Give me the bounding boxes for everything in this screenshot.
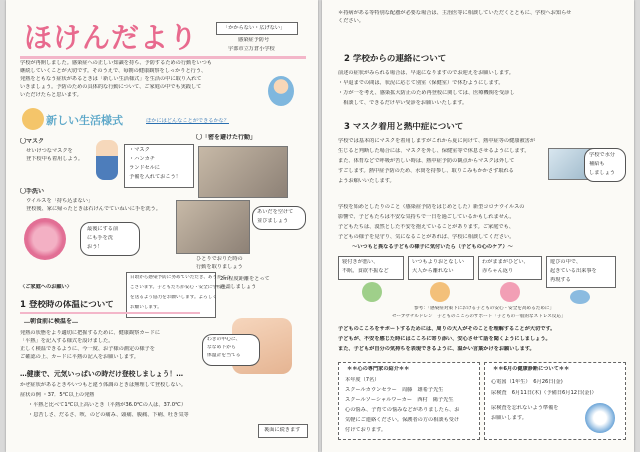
- carry-items-box: [124, 144, 194, 188]
- care-box-text: 寝付きが悪い、: [342, 259, 379, 265]
- reference-text: 参考：「感染症対策下における子どもの安心・安全を高めるために」: [414, 306, 555, 311]
- checkup-line: 心電図（1年生） 6月26日(金): [491, 379, 563, 385]
- home-request-line: お願いします。: [130, 305, 162, 310]
- bubble-text: あいだを空けて: [257, 209, 294, 215]
- right-page: [322, 0, 634, 452]
- counselor-line: 付けております。: [345, 427, 387, 433]
- intro-line: いただけたらと思います。: [20, 92, 82, 98]
- distance-heading: 〇「密を避けた行動」: [196, 134, 257, 141]
- section1-underline: [20, 312, 200, 314]
- water-bubble: [584, 148, 626, 182]
- counselor-box: [338, 362, 480, 440]
- thermometer-bubble: [202, 334, 260, 366]
- care-box-text: 起きている出来事を: [550, 268, 597, 274]
- health-text: ・平熱と比べて1℃以上高いとき（平熱が36.0℃の人は、37.0℃）: [28, 402, 187, 408]
- section3-text: すごします。熱中症予防のため、水筒を持参し、取りこみもかかさず取れる: [338, 168, 514, 174]
- bubble-text: しましょう: [589, 170, 615, 176]
- intro-line: 継続していくことが大切です。そのうえで、毎朝の健康観察をしっかりと行う、: [20, 68, 207, 74]
- reference-text: セーブザチルドレン 子どものこころのサポート「子どもの一般的なストレス反応」: [392, 314, 566, 319]
- care-text: 学校を始めとしたりのこと（感染症予防をはじめとした）新型コロナウイルスの: [338, 204, 525, 210]
- support-text: また、子どもが自分の気持ちを表現できるように、温かい言葉かけをお願いします。: [338, 346, 535, 352]
- title-tag: 「かからない・広げない」: [223, 25, 286, 31]
- checkup-line: お願いします。: [491, 415, 527, 421]
- section3-heading: 3 マスク着用と熱中症について: [344, 122, 464, 132]
- carry-item: 予備を入れておこう！: [129, 174, 181, 180]
- intro-line: いきましょう。予防のための具体的な行動について、ご家庭の中でも実践して: [20, 84, 202, 90]
- lineup-bubble: [252, 206, 306, 230]
- section2-text: ・万が一を考え、感染拡大防止のため再登校に関しては、医療機関を受診し: [338, 90, 515, 96]
- section3-text: また、体育などで呼吸が苦しい時は、熱中症予防の観点からマスクは外して: [338, 158, 515, 164]
- mask-text: 登下校中も着用しよう。: [26, 156, 84, 162]
- new-style-icon: [22, 108, 44, 130]
- morning-text: 「平熱」を記入する様式を設けました。: [20, 338, 114, 344]
- carry-item: ランドセルに: [129, 165, 160, 171]
- handwash-illustration: [24, 218, 66, 260]
- crowd-caption: 2m程度距離をとって: [220, 276, 270, 282]
- newsletter-title: ほけんだより: [24, 21, 199, 54]
- care-box-text: 赤ちゃん返り: [482, 268, 514, 274]
- bubble-text: 補給も: [589, 161, 605, 167]
- care-box-text: わがままがひどい、: [482, 259, 529, 265]
- child-icon: [570, 290, 590, 304]
- health-text: かぜ症状があるときやいつもと違う体調のときは無理して登校しない。: [20, 382, 187, 388]
- care-box-text: 不眠、食欲不振など: [342, 268, 389, 274]
- counselor-line: スクールソーシャルワーカー 西村 陽子先生: [345, 397, 454, 403]
- support-text: 子どもが、不安を感じた時にはこころに寄り添い、安心させて話を聞くようにしましょう。: [338, 336, 551, 342]
- bubble-text: 学校で水分: [589, 152, 615, 158]
- child-icon: [500, 282, 520, 302]
- school-name: 宇部市立万倉小学校: [228, 46, 275, 52]
- care-text: 子どもたちは、漠然とした不安を抱えていることがあります。ご家庭でも、: [338, 224, 514, 230]
- handwash-heading: 〇手洗い: [20, 188, 45, 195]
- health-heading: …健康で、元気いっぱいの時だけ登校しましょう！…: [20, 370, 183, 378]
- bubble-text: ななめ下から: [207, 345, 236, 350]
- morning-heading: …朝食前に検温を…: [24, 318, 79, 325]
- mask-child-illustration: [96, 140, 118, 180]
- mask-text: せいけつなマスクを: [26, 148, 73, 154]
- care-box: [408, 256, 474, 280]
- doctor-illustration: [585, 403, 615, 433]
- care-box-text: いつもよりおとなしい: [412, 259, 464, 265]
- care-box-text: 再現する: [550, 277, 571, 283]
- care-box-text: 遊びの中で、: [550, 259, 582, 265]
- home-request-line: 日頃から感染予防に努めていただき、ありがとう: [130, 275, 231, 280]
- health-text: ・息苦しさ、だるさ、咳、のどの痛み、頭痛、腹痛、下痢、吐き気等: [28, 412, 189, 418]
- counselor-line: 本年度（7名）: [345, 377, 380, 383]
- title-tag-box: [216, 22, 298, 35]
- handwash-text: 登校後、家に帰ったときは石けんでていねいに手を洗う。: [26, 206, 161, 212]
- classroom-photo: [176, 200, 250, 254]
- care-text: 影響で、子どもたちは不安な気持ちで一日を過ごしているかもしれません。: [338, 214, 515, 220]
- top-note: ＊持病がある等特別な配慮が必要な場合は、主治医等に相談していただくとともに、学校へお知らせ: [338, 10, 572, 16]
- hallway-photo: [198, 146, 288, 198]
- section3-text: 生じると判断した場合には、マスクを外し、保健室等で休息させるようにします。: [338, 148, 530, 154]
- crowd-caption: 過ごしましょう: [220, 284, 257, 290]
- bubble-text: にも手を洗: [87, 235, 113, 241]
- section2-text: 相談して、できるだけ早い受診をお願いいたします。: [338, 100, 468, 106]
- section3-text: ようお願いいたします。: [338, 178, 395, 184]
- morning-text: 発熱の状態をより適切に把握するために、健康観察カードに: [20, 330, 161, 336]
- counselor-line: 気軽にご連絡ください。保護者の方の相談も受け: [345, 417, 460, 423]
- counselor-title: ＊＊心の専門家の紹介＊＊: [347, 366, 410, 372]
- bubble-text: おう！: [87, 244, 103, 250]
- home-request-line: ございます。子どもたちが安心・安全に学校生活: [130, 285, 231, 290]
- home-request-label: 〈ご家庭へのお願い〉: [20, 284, 72, 290]
- handwash-text: ウイルスを「持ち込まない」: [26, 198, 94, 204]
- child-icon: [362, 282, 382, 302]
- top-note: ください。: [338, 18, 364, 24]
- morning-text: 正しく検温できるように、今一度、お子様の測定の様子を: [20, 346, 155, 352]
- mask-heading: 〇マスク: [20, 138, 45, 145]
- home-request-line: を送るよう協力をお願いします。よろしく: [130, 295, 217, 300]
- checkup-line: 尿検査 6月11日(木)（予備日6月12日(金)）: [491, 390, 597, 396]
- bubble-text: 並びましょう: [257, 218, 289, 224]
- lineup-caption: 行動を取りましょう: [196, 264, 243, 270]
- checkup-box: [484, 362, 626, 440]
- care-box: [338, 256, 404, 280]
- continue-label: 裏面に続きます: [264, 427, 301, 433]
- checkup-line: 尿検査を忘れないよう準備を: [491, 405, 559, 411]
- section2-text: 前述の症状がみられる場合は、早退になりますのでお迎えをお願いします。: [338, 70, 514, 76]
- care-box: [478, 256, 542, 280]
- title-divider: [20, 56, 306, 59]
- carry-item: ・ハンカチ: [129, 156, 155, 162]
- section1-heading: 1 登校時の体温について: [20, 300, 114, 310]
- care-box-text: 大人から離れない: [412, 268, 454, 274]
- checkup-title: ＊＊6月の健康診断について＊＊: [493, 366, 570, 372]
- left-page: [6, 0, 318, 452]
- counselor-line: スクールカウンセラー 周藤 雄希子先生: [345, 387, 444, 393]
- bubble-text: 最後にする前: [87, 226, 119, 232]
- care-box: [546, 256, 616, 288]
- section2-text: ・早退までの間は、状況に応じて別室（保健室）で休むようにします。: [338, 80, 504, 86]
- new-style-heading: 新しい生活様式: [46, 114, 123, 127]
- section2-heading: 2 学校からの連絡について: [344, 54, 447, 64]
- care-subheading: ～いつもと異なる子どもの様子に気付いたら（子どもの心のケア）～: [352, 244, 513, 250]
- bubble-text: 体温計を当てる: [207, 353, 241, 358]
- intro-line: 学校が再開しました。感染症への正しい知識を持ち、予防するための行動をいつも: [20, 60, 212, 66]
- handwash-bubble: [80, 222, 140, 256]
- continue-label-box: [258, 424, 308, 438]
- counselor-line: 心の悩み、子育ての悩みなどがありましたら、お: [345, 407, 460, 413]
- care-text: 子どもの様子を見守り、気になることがあれば、学校に相談してください。: [338, 234, 515, 240]
- support-text: 子どものこころをサポートするためには、周りの大人がそのことを理解することが大切です。: [338, 326, 556, 332]
- new-style-question: ほかにはどんなことができるかな？: [146, 118, 230, 124]
- issue-label: 感染症予防号: [238, 37, 270, 43]
- intro-line: 発熱をともなう症状があるときは「新しい生活様式」を生活の中に取り入れて: [20, 76, 202, 82]
- child-icon: [430, 282, 450, 302]
- bubble-text: わきの中心に、: [207, 337, 241, 342]
- carry-item: ・マスク: [129, 147, 150, 153]
- morning-text: ご確認の上、カードに平熱の記入をお願いします。: [20, 354, 139, 360]
- health-text: 症状の例 ・37．5℃以上の発熱: [20, 392, 95, 398]
- lineup-caption: ひとりでおりた時の: [196, 256, 243, 262]
- section3-text: 学校では基本的にマスクを着用しますがこれから夏に向けて、熱中症等の健康被害が: [338, 138, 536, 144]
- child-illustration: [268, 76, 294, 106]
